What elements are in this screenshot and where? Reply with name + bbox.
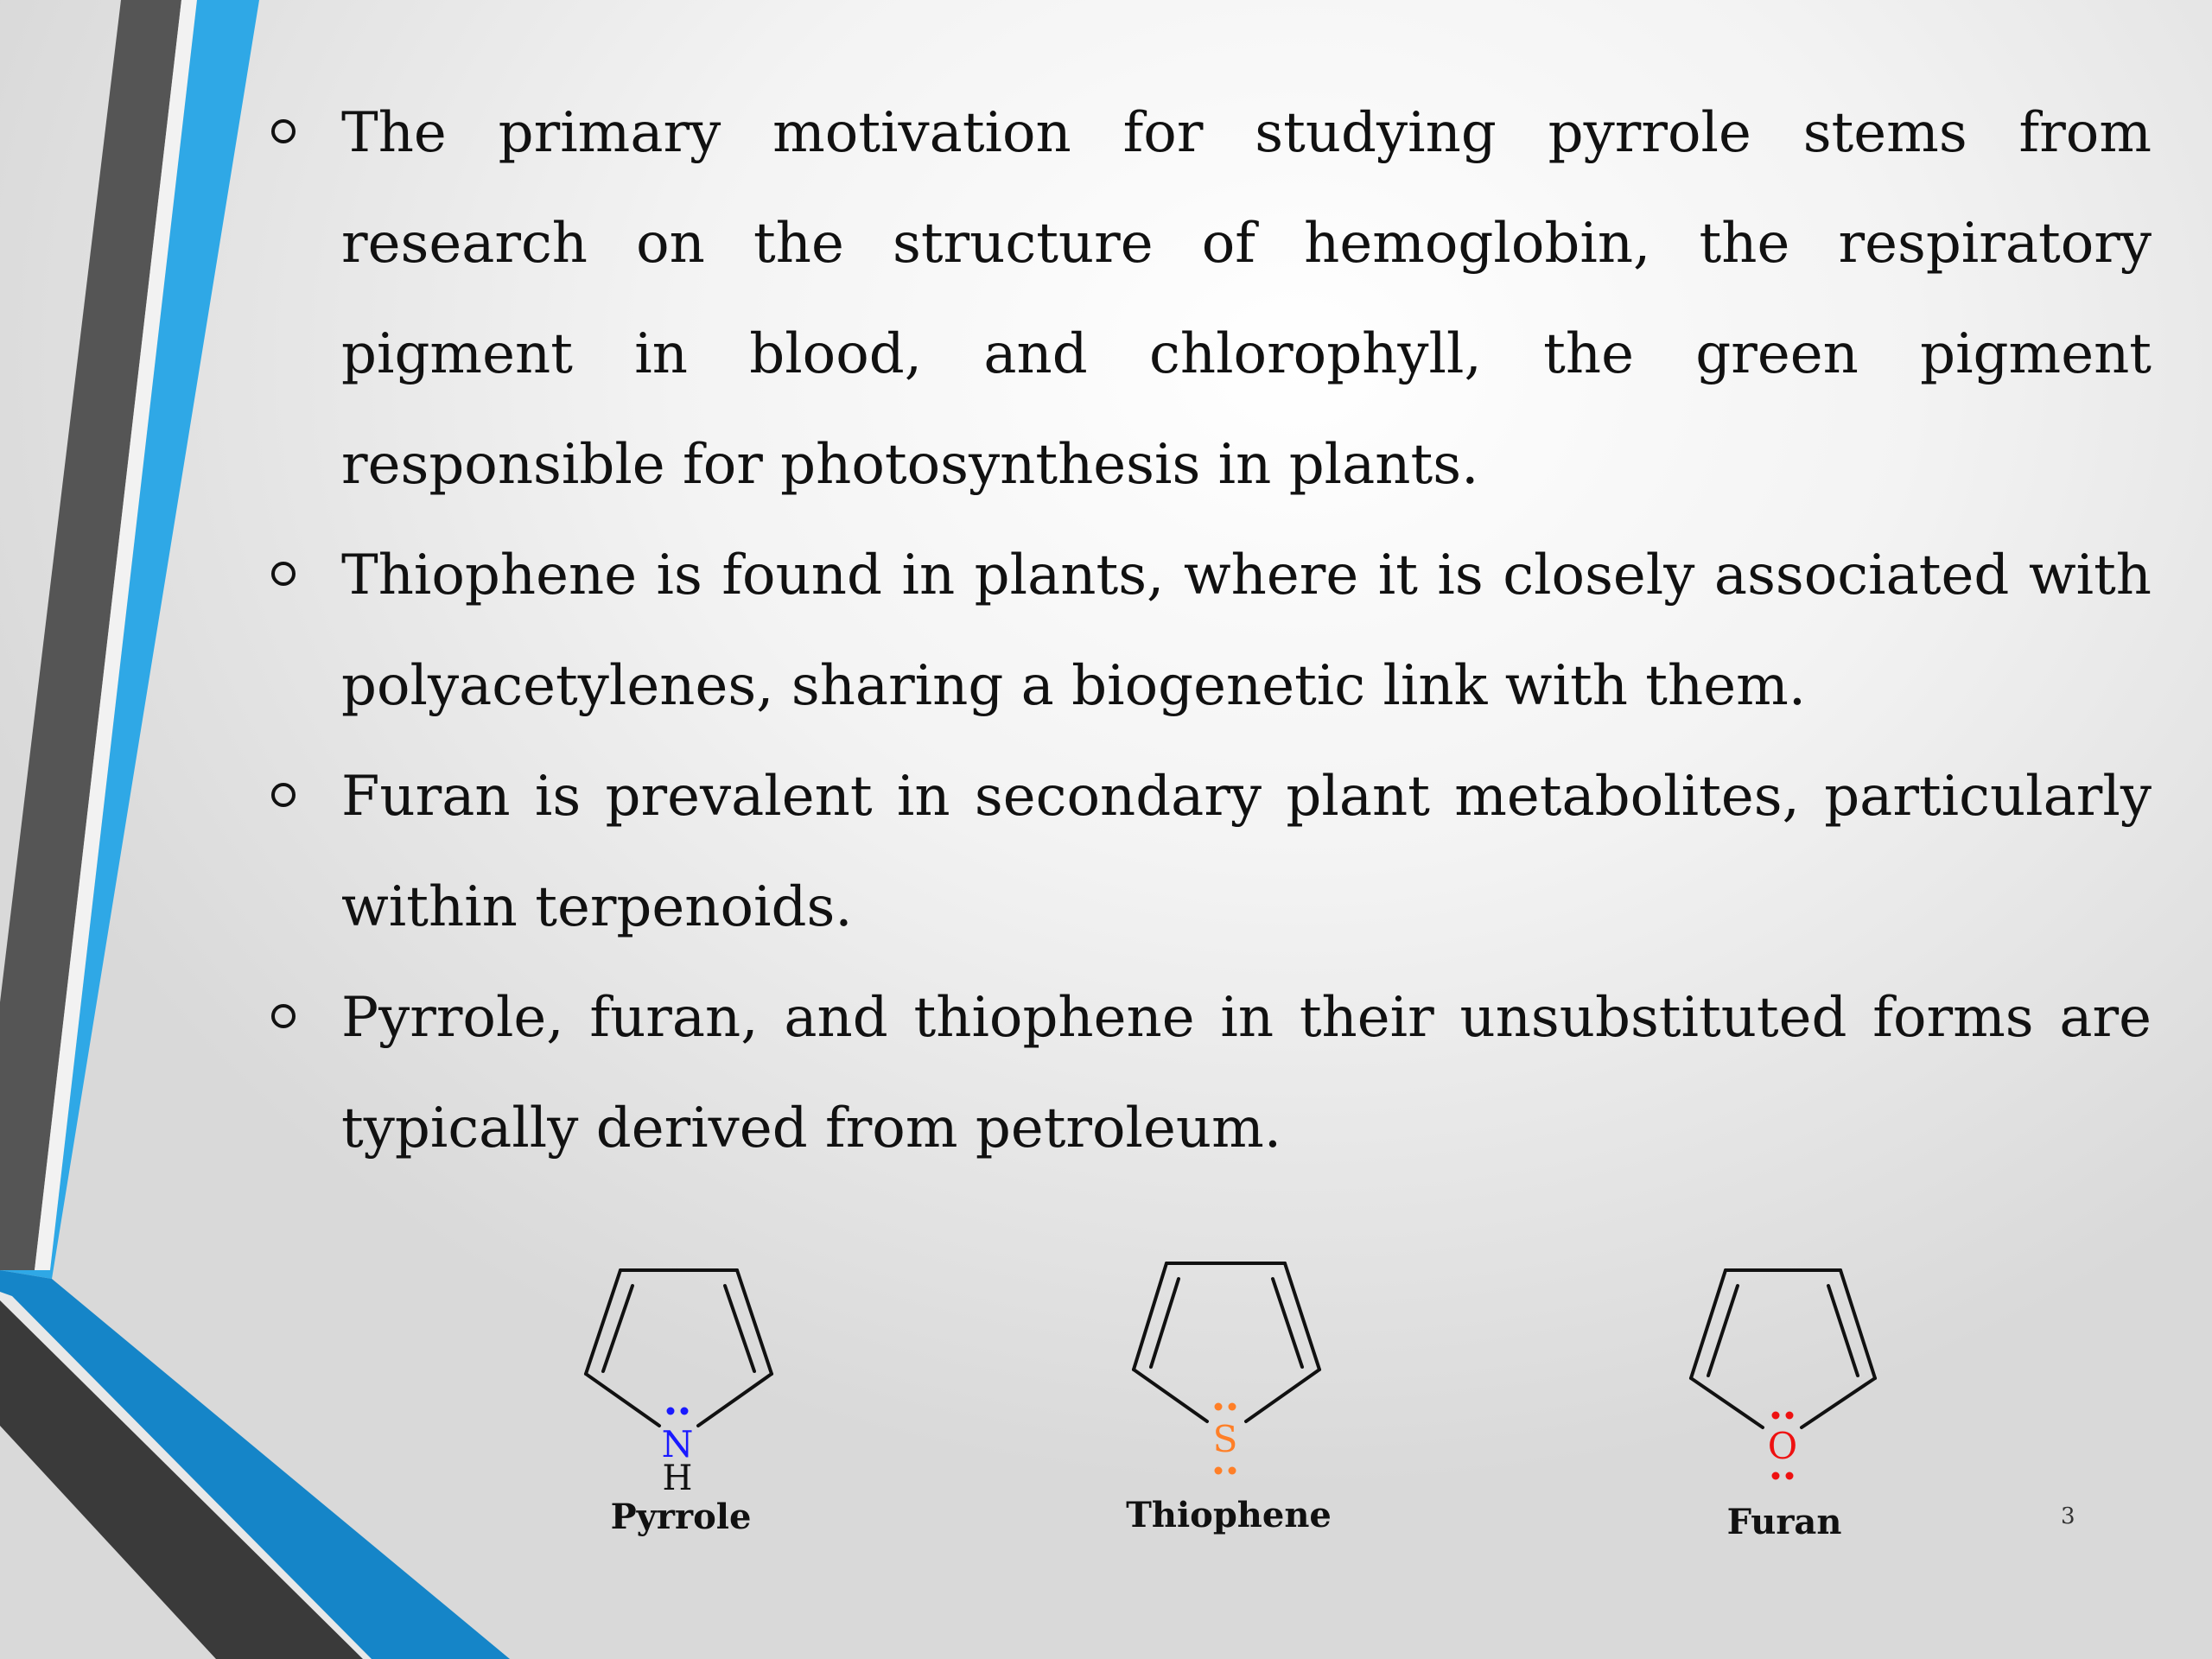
bullet-text: Pyrrole, furan, and thiophene in their unsubstituted forms are typically derived from petroleum. — [341, 986, 2152, 1160]
bullet-list — [268, 78, 2152, 1184]
heteroatom-label: O — [1767, 1425, 1798, 1467]
circle-bullet-icon — [271, 1004, 296, 1028]
molecule-name: Pyrrole — [610, 1497, 752, 1537]
heteroatom-label: S — [1212, 1418, 1238, 1460]
substituent-label: H — [662, 1459, 693, 1498]
bullet-text: The primary motivation for studying pyrrole stems from research on the structure of hemoglobin, the respiratory pigment in blood, and chlorophyll, the green pigment responsible for photosynthesis in plants. — [341, 101, 2152, 497]
thiophene-structure — [1090, 1244, 1367, 1555]
molecule-name: Furan — [1726, 1502, 1842, 1542]
furan-ring — [1646, 1244, 1923, 1512]
thiophene-ring — [1090, 1244, 1367, 1512]
bullet-item — [268, 963, 2152, 1184]
bullet-text: Thiophene is found in plants, where it is closely associated with polyacetylenes, sharing a biogenetic link with them. — [341, 543, 2152, 718]
molecule-name: Thiophene — [1126, 1495, 1332, 1535]
bullet-item — [268, 78, 2152, 520]
circle-bullet-icon — [271, 562, 296, 586]
bullet-item — [268, 741, 2152, 963]
circle-bullet-icon — [271, 119, 296, 143]
heteroatom-label: N — [661, 1423, 694, 1465]
page-number: 3 — [2061, 1503, 2075, 1529]
bullet-text: Furan is prevalent in secondary plant metabolites, particularly within terpenoids. — [341, 765, 2152, 939]
bullet-item — [268, 520, 2152, 741]
pyrrole-ring — [543, 1244, 819, 1512]
circle-bullet-icon — [271, 783, 296, 807]
pyrrole-structure — [543, 1244, 819, 1555]
furan-structure — [1646, 1244, 1923, 1555]
